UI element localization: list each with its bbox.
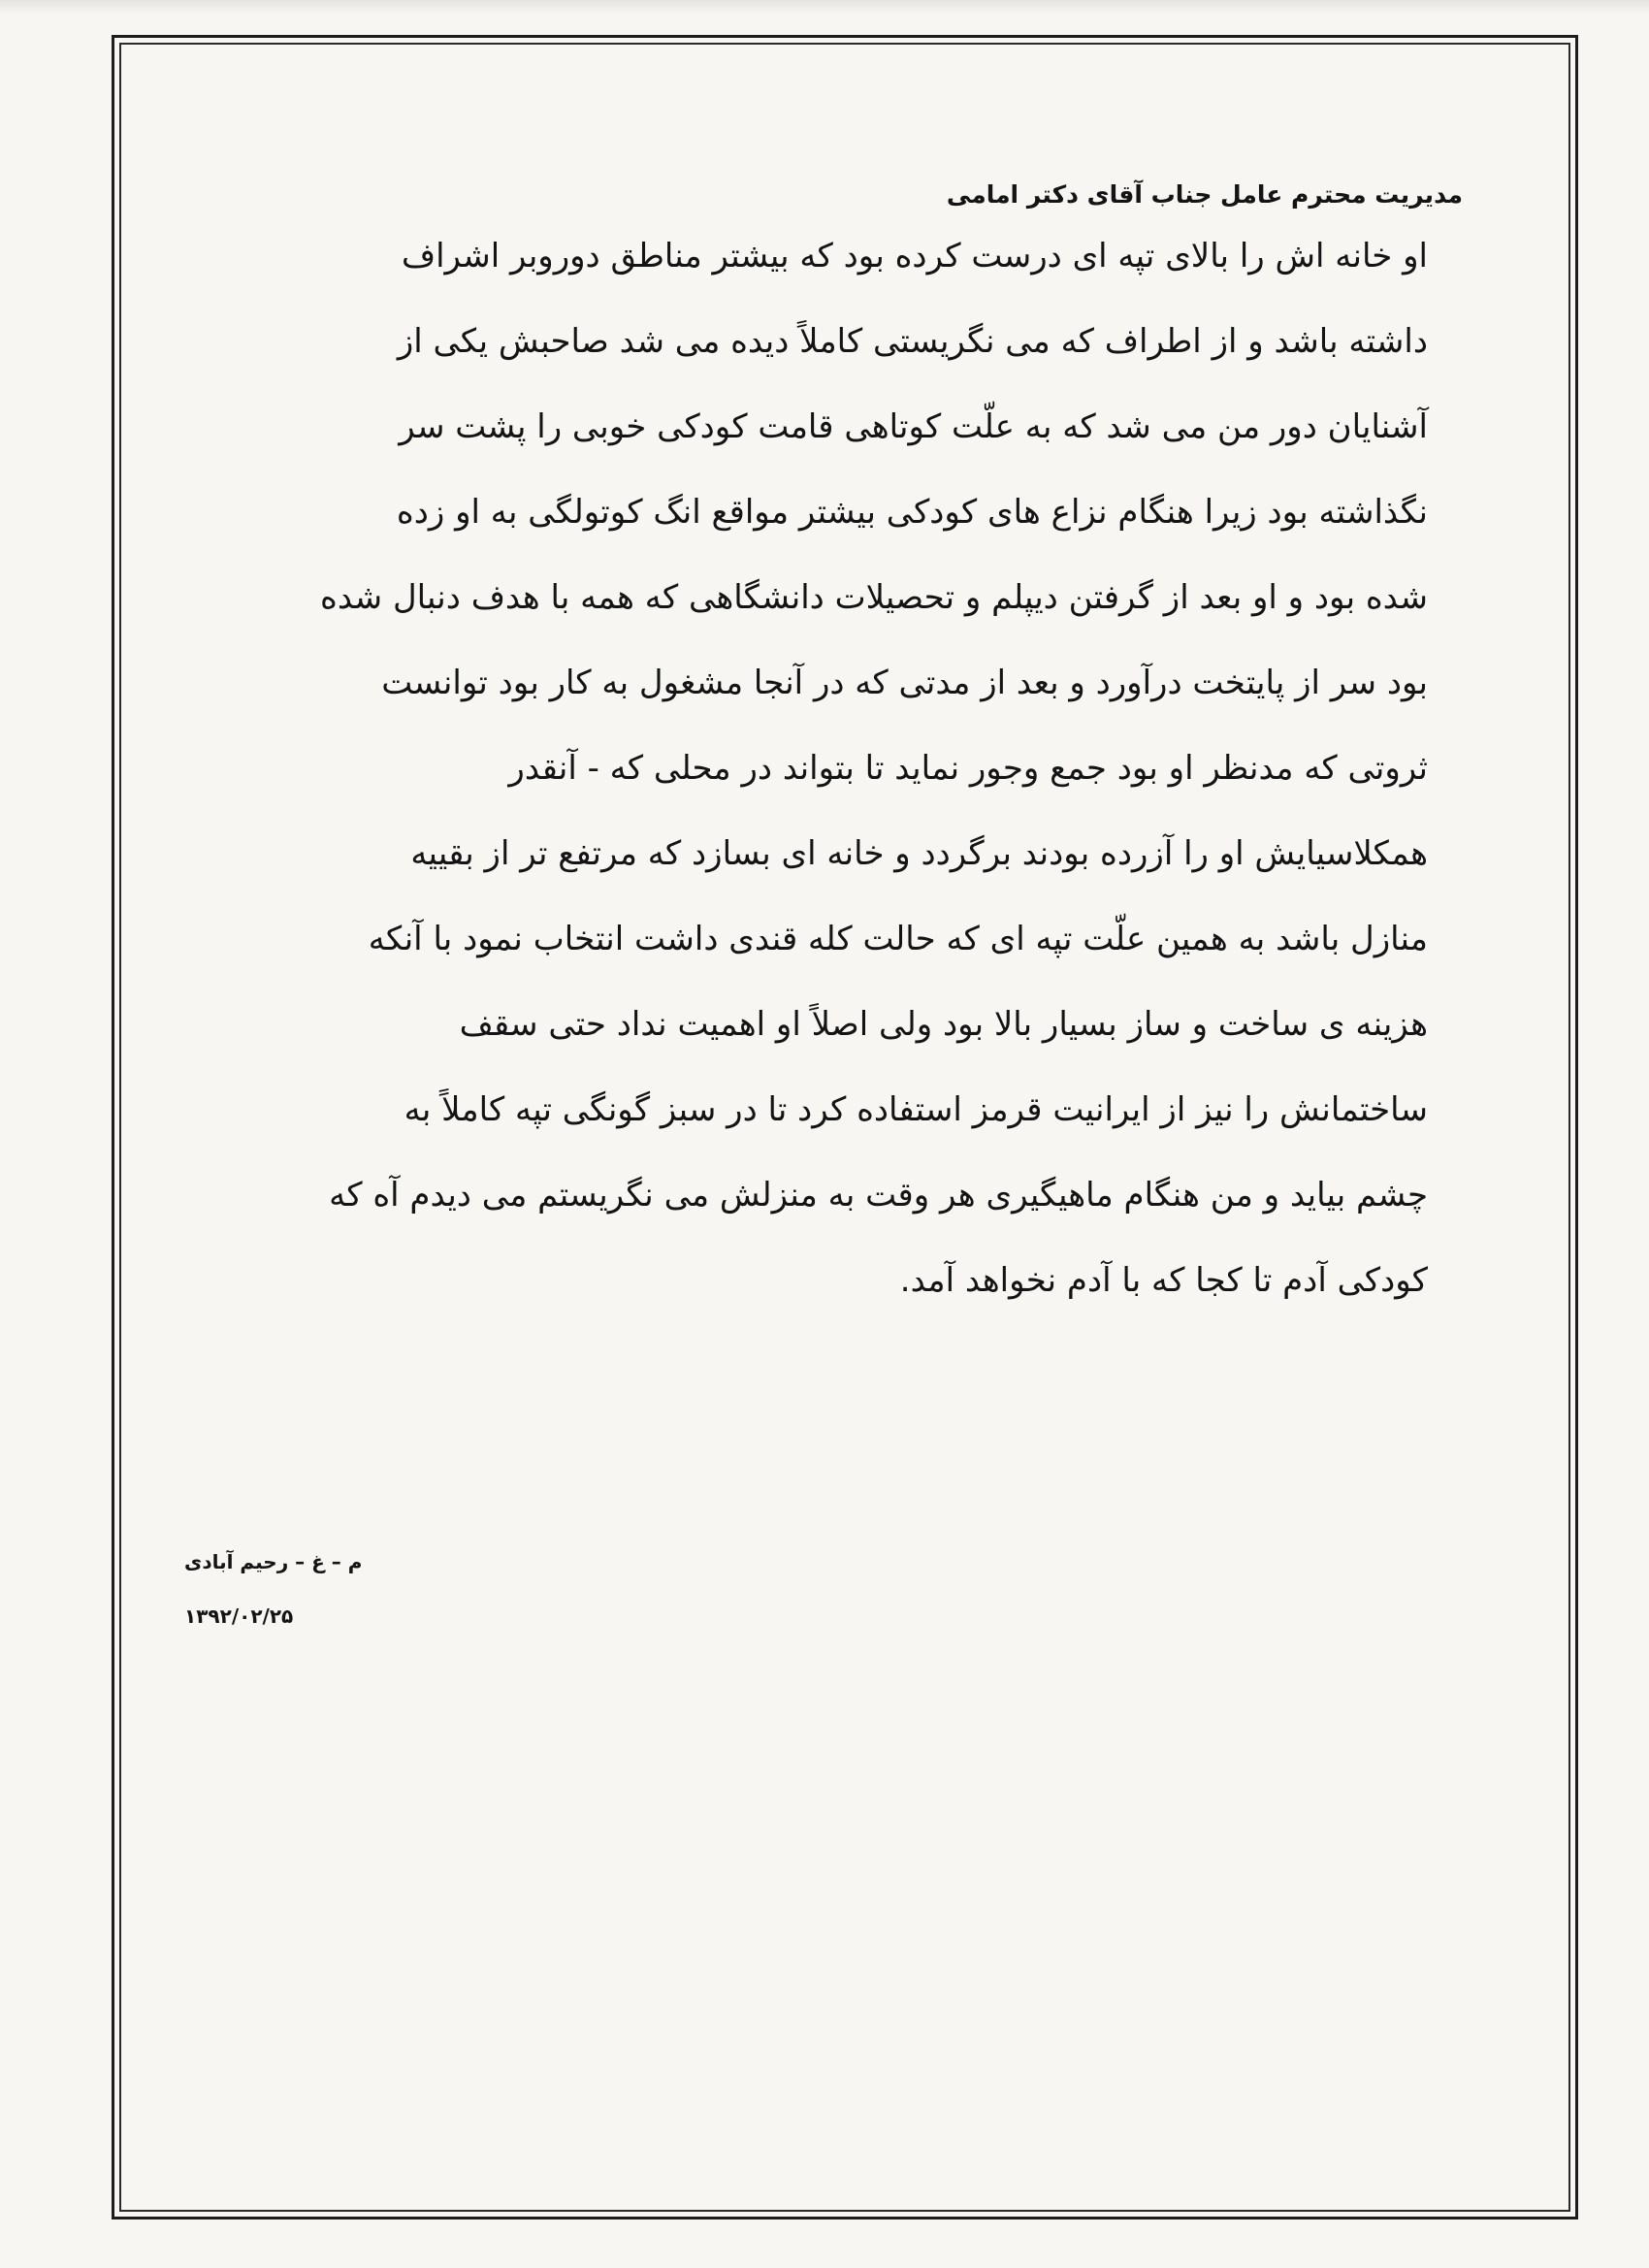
body-line: چشم بیاید و من هنگام ماهیگیری هر وقت به منزلش می نگریستم می دیدم آه که	[329, 1176, 1428, 1215]
body-line: کودکی آدم تا کجا که با آدم نخواهد آمد.	[899, 1261, 1428, 1300]
body-line: هزینه ی ساخت و ساز بسیار بالا بود ولی اصلاً او اهمیت نداد حتی سقف	[459, 1005, 1428, 1044]
body-line: نگذاشته بود زیرا هنگام نزاع های کودکی بیشتر مواقع انگ کوتولگی به او زده	[396, 493, 1428, 532]
letter-body	[225, 213, 1428, 1323]
author-signature: م – غ – رحیم آبادی	[184, 1550, 363, 1573]
letter-date: ۱۳۹۲/۰۲/۲۵	[184, 1604, 294, 1628]
body-line: داشته باشد و از اطراف که می نگریستی کاملاً دیده می شد صاحبش یکی از	[397, 322, 1428, 361]
body-line: همکلاسیایش او را آزرده بودند برگردد و خانه ای بسازد که مرتفع تر از بقییه	[410, 834, 1428, 873]
letter-heading: مدیریت محترم عامل جناب آقای دکتر امامی	[946, 180, 1463, 209]
body-line: بود سر از پایتخت درآورد و بعد از مدتی که در آنجا مشغول به کار بود توانست	[381, 664, 1428, 702]
body-line: ثروتی که مدنظر او بود جمع وجور نماید تا بتواند در محلی که - آنقدر	[508, 749, 1428, 788]
body-line: او خانه اش را بالای تپه ای درست کرده بود که بیشتر مناطق دوروبر اشراف	[401, 237, 1428, 275]
body-line: منازل باشد به همین علّت تپه ای که حالت کله قندی داشت انتخاب نمود با آنکه	[368, 920, 1428, 958]
scan-edge-shadow	[0, 0, 1649, 14]
body-line: ساختمانش را نیز از ایرانیت قرمز استفاده کرد تا در سبز گونگی تپه کاملاً به	[404, 1090, 1428, 1129]
body-line: آشنایان دور من می شد که به علّت کوتاهی قامت کودکی خوبی را پشت سر	[399, 407, 1428, 446]
body-line: شده بود و او بعد از گرفتن دیپلم و تحصیلات دانشگاهی که همه با هدف دنبال شده	[320, 578, 1428, 617]
